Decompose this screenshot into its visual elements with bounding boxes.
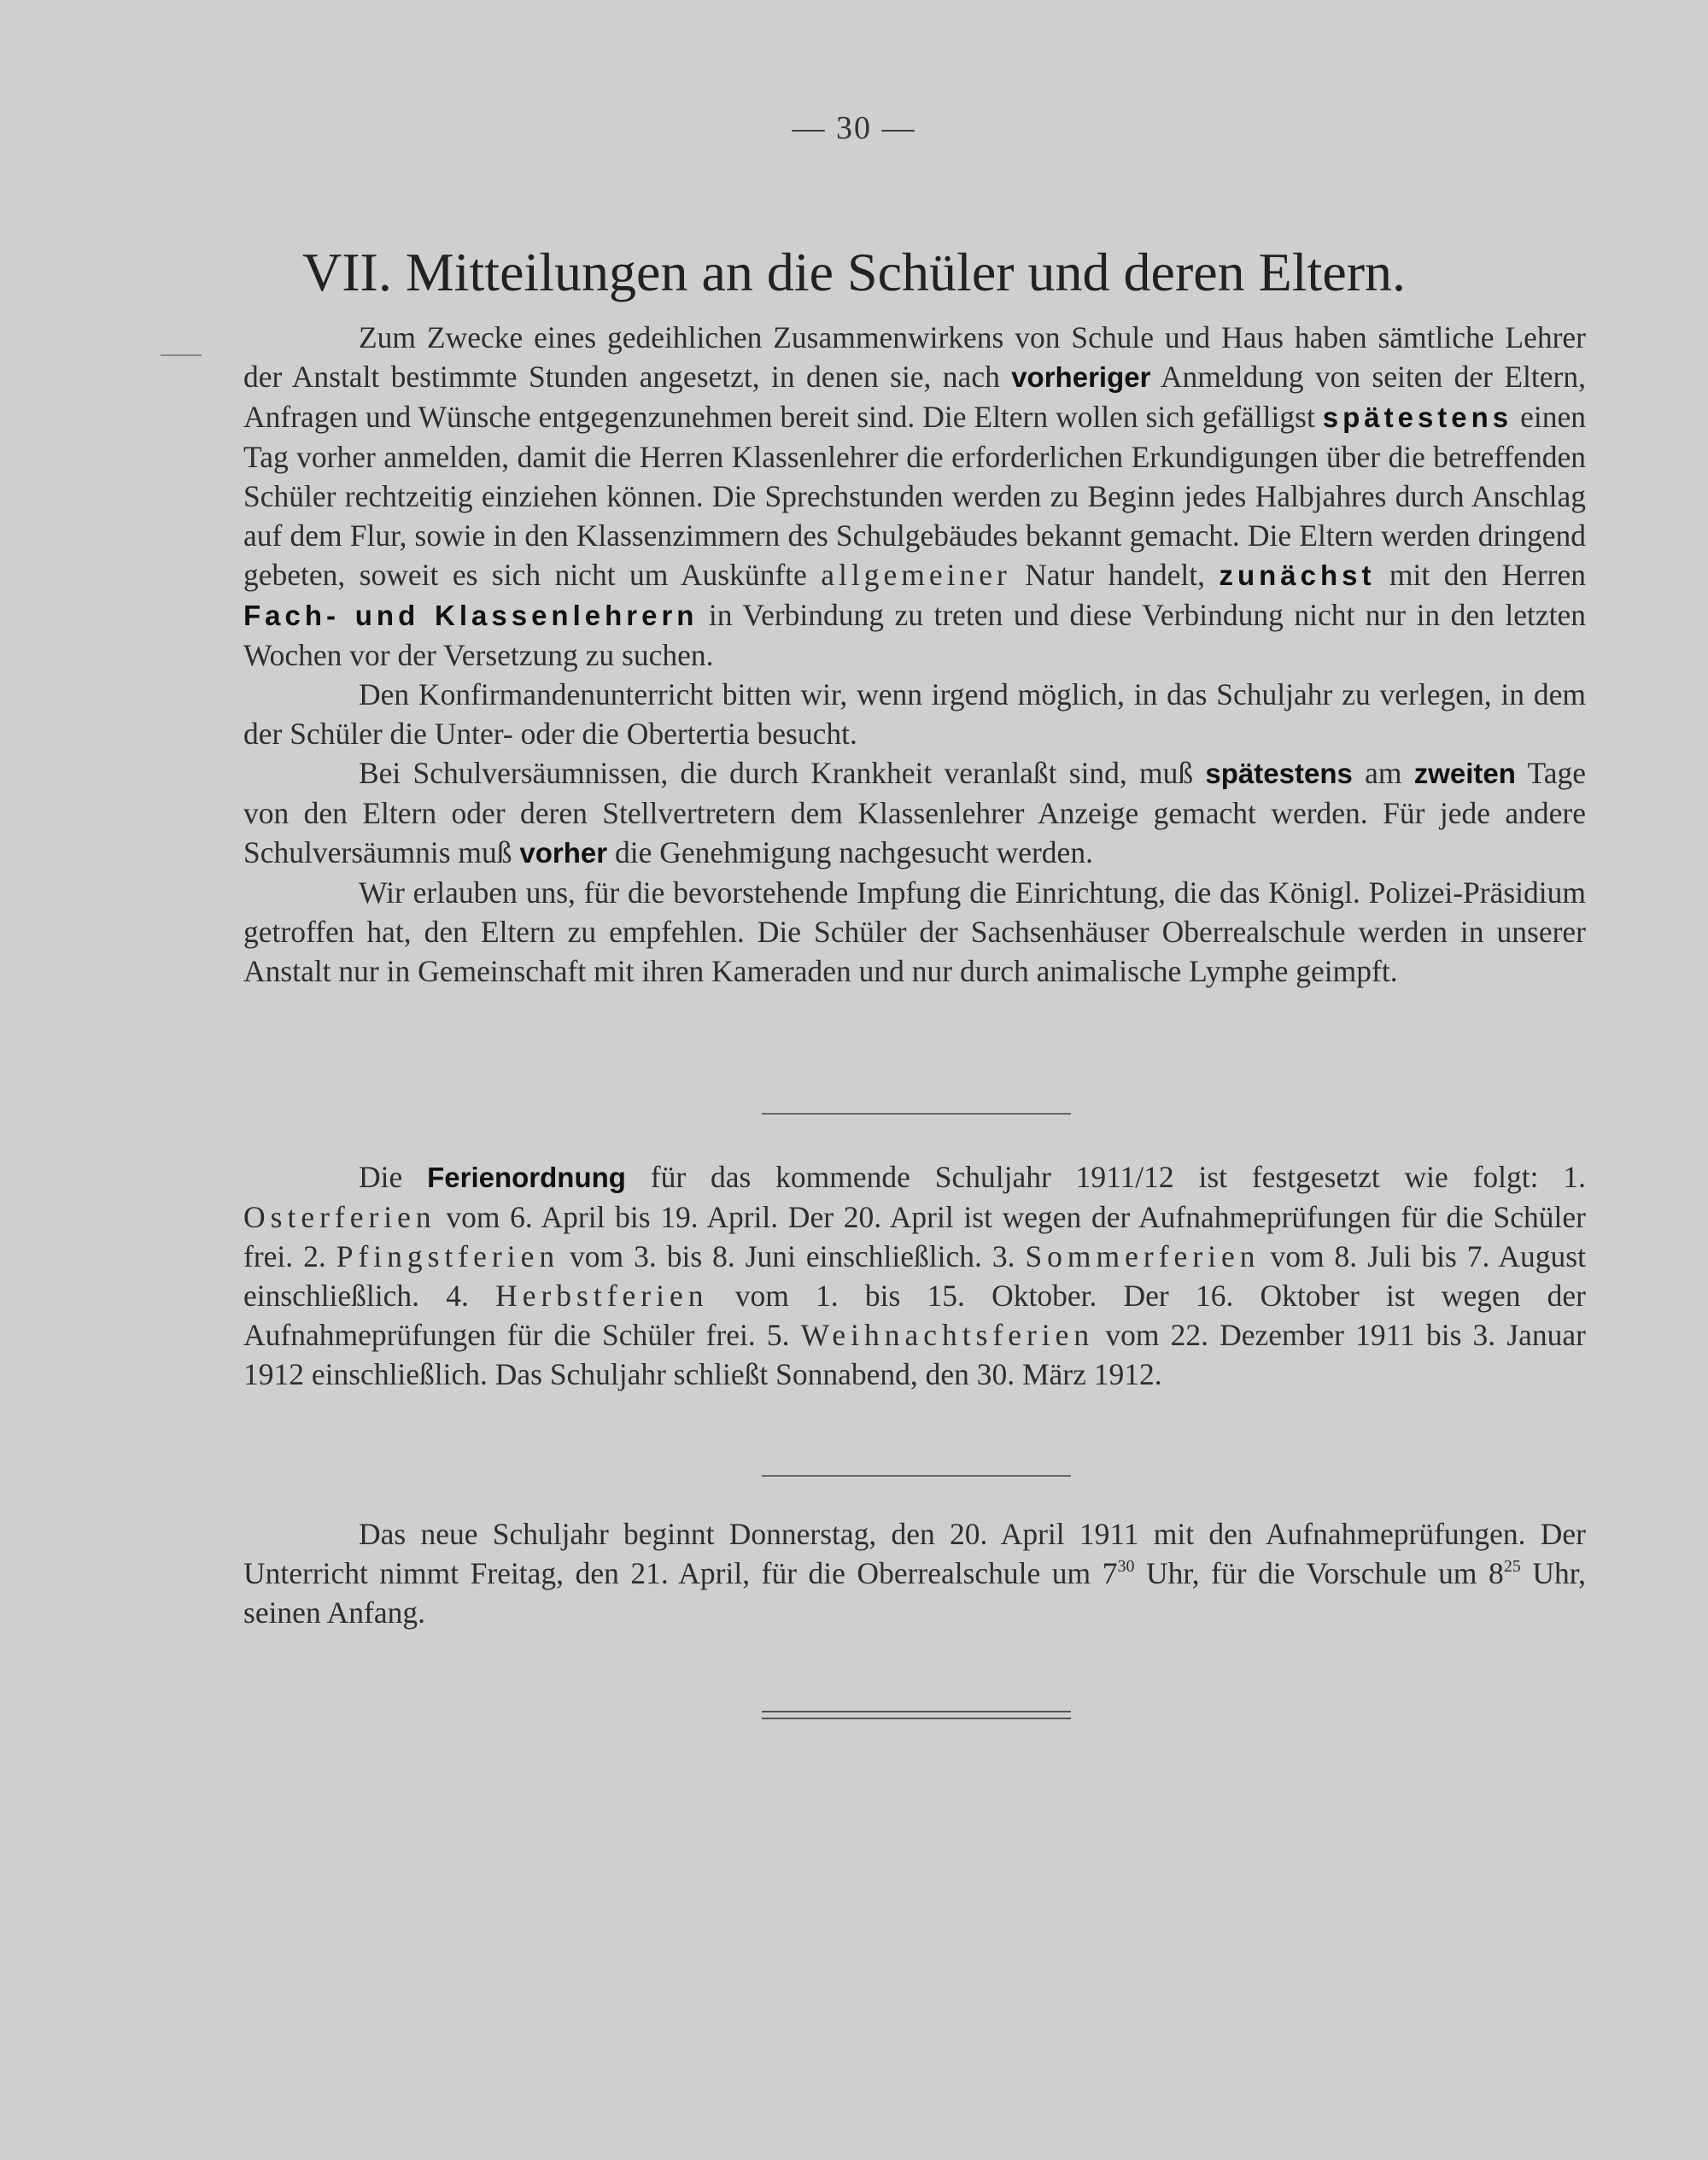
text-run: vom 8. Juli bis 7. August einschließlich. 4.	[243, 1239, 1586, 1313]
text-run: Anmeldung von seiten der Eltern, Anfragen und Wünsche entgegenzunehmen bereit sind. Die Eltern wollen sich gefälligst	[243, 360, 1586, 434]
paragraph-sprechstunden	[243, 318, 1586, 675]
spaced-herbstferien: Herbstferien	[495, 1279, 709, 1313]
paragraph-schuljahr	[243, 1514, 1586, 1632]
emphasis-fach-klassenlehrern: Fach- und Klassenlehrern	[243, 600, 699, 631]
emphasis-allgemeiner: allgemeiner	[821, 558, 1011, 592]
text-run: Uhr, seinen Anfang.	[243, 1556, 1586, 1630]
text-run: einen Tag vorher anmelden, damit die Herren Klassenlehrer die erforderlichen Erkundigungen über die betreffenden Schüler rechtzeitig einziehen können. Die Sprechstunden werden zu Beginn jedes Halbjahres durch Anschlag auf dem Flur, sowie in den Klassenzimmern des Schulgebäudes bekannt gemacht. Die Eltern werden dringend gebeten, soweit es sich nicht um Auskünfte	[243, 400, 1586, 592]
text-run: vom 3. bis 8. Juni einschließlich. 3.	[559, 1239, 1026, 1273]
text-run: am	[1352, 756, 1414, 790]
text-run: in Verbindung zu treten und diese Verbindung nicht nur in den letzten Wochen vor der Versetzung zu suchen.	[243, 598, 1586, 672]
text-run: Uhr, für die Vorschule um 8	[1134, 1556, 1504, 1590]
emphasis-vorher: vorher	[519, 837, 608, 869]
page-number: — 30 —	[792, 110, 916, 146]
emphasis-ferienordnung: Ferienordnung	[427, 1162, 626, 1193]
superscript-minutes: 30	[1117, 1557, 1135, 1576]
emphasis-zweiten: zweiten	[1413, 758, 1516, 789]
text-run: Zum Zwecke eines gedeihlichen Zusammenwirkens von Schule und Haus haben sämtliche Lehrer der Anstalt bestimmte Stunden angesetzt, in denen sie, nach	[243, 320, 1586, 394]
text-run: mit den Herren	[1375, 558, 1587, 592]
text-run: Bei Schulversäumnissen, die durch Krankheit veranlaßt sind, muß	[359, 756, 1206, 790]
section-heading: VII. Mitteilungen an die Schüler und deren Eltern.	[301, 242, 1407, 302]
text-run: vom 6. April bis 19. April. Der 20. April ist wegen der Aufnahmeprüfungen für die Schüler frei. 2.	[243, 1200, 1586, 1273]
divider-rule-2	[762, 1475, 1071, 1477]
paragraph-impfung: Wir erlauben uns, für die bevorstehende Impfung die Einrichtung, die das Königl. Polizei-Präsidium getroffen hat, den Eltern zu empfehlen. Die Schüler der Sachsenhäuser Oberrealschule werden in unserer Anstalt nur in Gemeinschaft mit ihren Kameraden und nur durch animalische Lymphe geimpft.	[243, 875, 1586, 988]
text-run: vom 1. bis 15. Oktober. Der 16. Oktober ist wegen der Aufnahmeprüfungen für die Schüler frei. 5.	[243, 1279, 1586, 1352]
schuljahr-block	[243, 1514, 1586, 1632]
emphasis-spaetestens: spätestens	[1322, 401, 1513, 433]
spaced-osterferien: Osterferien	[243, 1200, 436, 1234]
emphasis-spaetestens-2: spätestens	[1205, 758, 1353, 789]
text-run: die Genehmigung nachgesucht werden.	[607, 835, 1093, 869]
spaced-pfingstferien: Pfingstferien	[336, 1239, 560, 1273]
divider-rule	[762, 1113, 1071, 1115]
text-run: Natur handelt,	[1010, 558, 1220, 592]
emphasis-zunaechst: zunächst	[1219, 559, 1376, 591]
text-run: Die	[359, 1160, 428, 1194]
ferien-block	[243, 1157, 1586, 1394]
spaced-weihnachtsferien: Weihnachtsferien	[800, 1318, 1095, 1352]
text-run: Tage von den Eltern oder deren Stellvertretern dem Klassenlehrer Anzeige gemacht werden. Für jede andere Schulversäumnis muß	[243, 756, 1586, 869]
superscript-minutes-2: 25	[1503, 1557, 1521, 1576]
paragraph-ferienordnung	[243, 1157, 1586, 1394]
paragraph-versaeumnis	[243, 753, 1586, 873]
text-run: vom 22. Dezember 1911 bis 3. Januar 1912 einschließlich. Das Schuljahr schließt Sonnabend, den 30. März 1912.	[243, 1318, 1586, 1391]
margin-mark	[161, 354, 202, 356]
emphasis-vorheriger: vorheriger	[1011, 361, 1151, 393]
double-rule-end	[762, 1711, 1071, 1719]
text-run: Das neue Schuljahr beginnt Donnerstag, den 20. April 1911 mit den Aufnahmeprüfungen. Der Unterricht nimmt Freitag, den 21. April, für die Oberrealschule um 7	[243, 1517, 1586, 1590]
text-run: für das kommende Schuljahr 1911/12 ist festgesetzt wie folgt: 1.	[625, 1160, 1586, 1194]
paragraph-konfirmanden: Den Konfirmandenunterricht bitten wir, wenn irgend möglich, in das Schuljahr zu verlegen, in dem der Schüler die Unter- oder die Obertertia besucht.	[243, 677, 1586, 751]
spaced-sommerferien: Sommerferien	[1025, 1239, 1261, 1273]
main-text-block	[243, 318, 1586, 991]
